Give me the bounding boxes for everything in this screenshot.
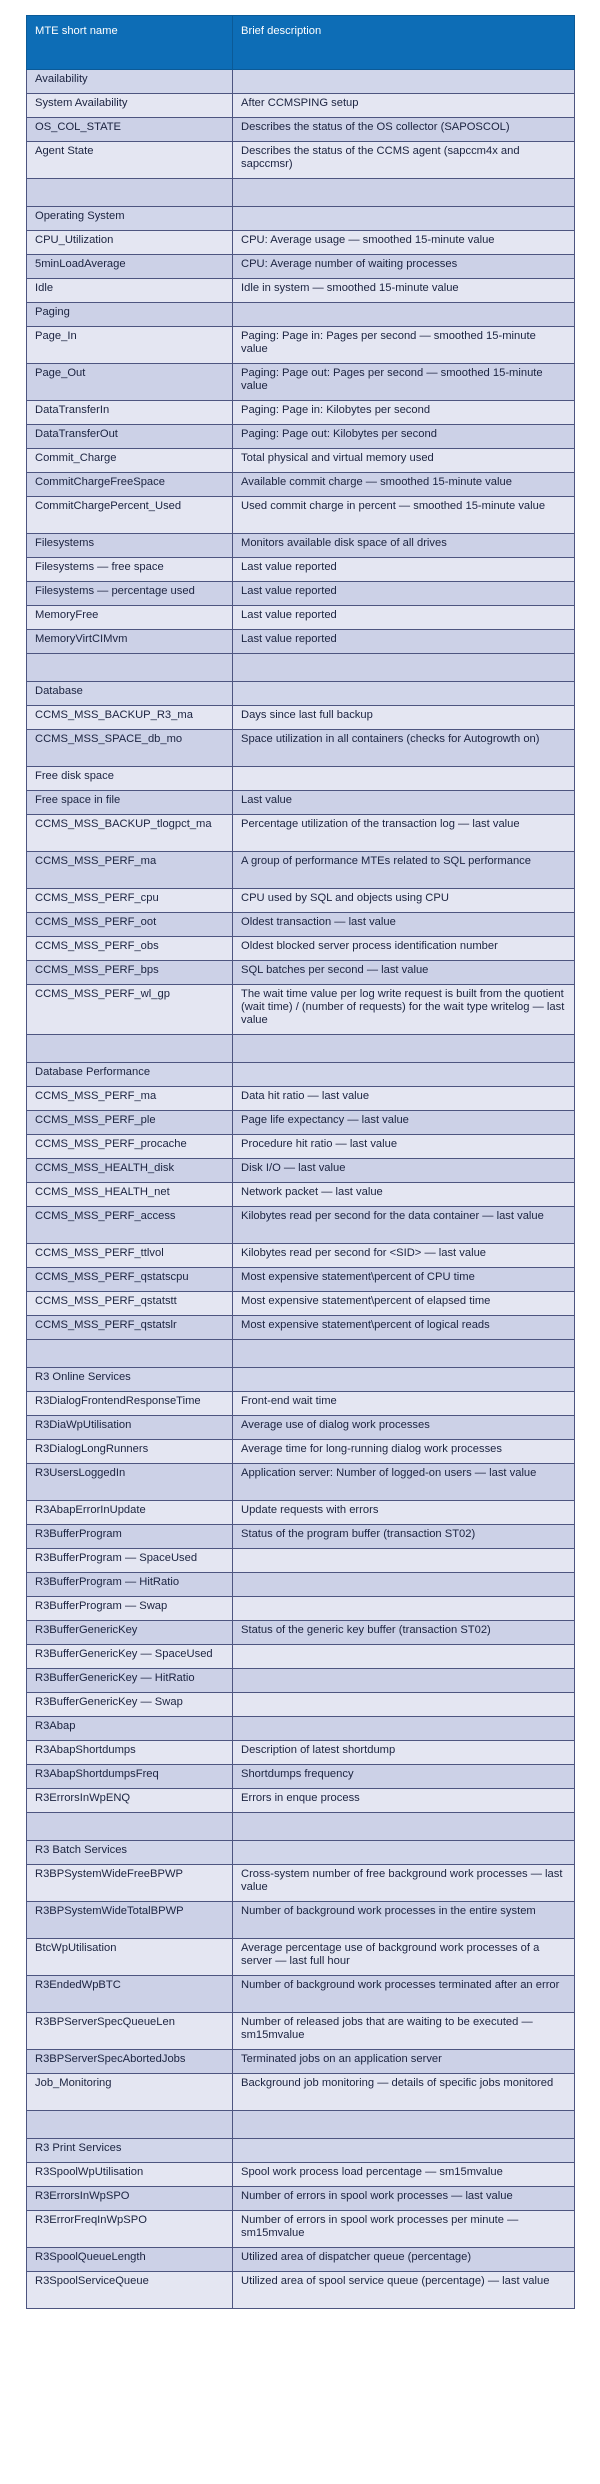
table-row	[27, 1207, 575, 1244]
mte-description-cell: Last value reported	[233, 558, 575, 582]
mte-name-cell: CCMS_MSS_PERF_obs	[27, 937, 233, 961]
mte-name-cell: DataTransferIn	[27, 401, 233, 425]
table-row	[27, 1789, 575, 1813]
mte-name-cell: R3ErrorsInWpSPO	[27, 2187, 233, 2211]
mte-description-cell: Description of latest shortdump	[233, 1741, 575, 1765]
spacer-row	[27, 1035, 575, 1063]
mte-description-cell: Last value reported	[233, 606, 575, 630]
mte-description-cell: Average percentage use of background work processes of a server — last full hour	[233, 1939, 575, 1976]
mte-description-cell: Used commit charge in percent — smoothed 15-minute value	[233, 497, 575, 534]
mte-name-cell: R3BufferGenericKey — SpaceUsed	[27, 1645, 233, 1669]
mte-name-cell: Agent State	[27, 142, 233, 179]
mte-description-cell: Number of errors in spool work processes per minute — sm15mvalue	[233, 2211, 575, 2248]
section-title: R3 Online Services	[27, 1368, 233, 1392]
mte-name-cell: OS_COL_STATE	[27, 118, 233, 142]
mte-name-cell: R3UsersLoggedIn	[27, 1464, 233, 1501]
section-title-blank	[233, 1841, 575, 1865]
column-header-name: MTE short name	[27, 16, 233, 70]
table-row	[27, 1087, 575, 1111]
table-row	[27, 1525, 575, 1549]
mte-name-cell: Page_In	[27, 327, 233, 364]
table-row	[27, 1159, 575, 1183]
mte-description-cell: Most expensive statement\percent of logical reads	[233, 1316, 575, 1340]
spacer-row	[27, 2111, 575, 2139]
mte-description-cell: CPU used by SQL and objects using CPU	[233, 889, 575, 913]
mte-name-cell: CCMS_MSS_PERF_ple	[27, 1111, 233, 1135]
mte-name-cell: R3BPServerSpecAbortedJobs	[27, 2050, 233, 2074]
mte-name-cell: BtcWpUtilisation	[27, 1939, 233, 1976]
mte-description-cell	[233, 1645, 575, 1669]
column-header-description: Brief description	[233, 16, 575, 70]
mte-description-cell	[233, 1597, 575, 1621]
table-row	[27, 889, 575, 913]
mte-name-cell: Job_Monitoring	[27, 2074, 233, 2111]
mte-name-cell: DataTransferOut	[27, 425, 233, 449]
mte-name-cell: R3BPSystemWideTotalBPWP	[27, 1902, 233, 1939]
mte-description-cell: Describes the status of the CCMS agent (sapccm4x and sapccmsr)	[233, 142, 575, 179]
mte-description-cell: Utilized area of spool service queue (percentage) — last value	[233, 2272, 575, 2309]
mte-name-cell: R3BufferProgram	[27, 1525, 233, 1549]
mte-name-cell: CCMS_MSS_PERF_ma	[27, 852, 233, 889]
mte-description-cell	[233, 1717, 575, 1741]
mte-description-cell: Paging: Page out: Pages per second — smoothed 15-minute value	[233, 364, 575, 401]
mte-description-cell: SQL batches per second — last value	[233, 961, 575, 985]
mte-name-cell: R3BufferProgram — Swap	[27, 1597, 233, 1621]
mte-name-cell: R3BPSystemWideFreeBPWP	[27, 1865, 233, 1902]
spacer-cell	[27, 654, 233, 682]
mte-description-cell: CPU: Average number of waiting processes	[233, 255, 575, 279]
mte-description-cell: Space utilization in all containers (checks for Autogrowth on)	[233, 730, 575, 767]
mte-name-cell: CCMS_MSS_PERF_ttlvol	[27, 1244, 233, 1268]
mte-name-cell: R3ErrorFreqInWpSPO	[27, 2211, 233, 2248]
table-row	[27, 1292, 575, 1316]
mte-name-cell: R3AbapShortdumpsFreq	[27, 1765, 233, 1789]
spacer-cell	[233, 654, 575, 682]
mte-description-cell: Errors in enque process	[233, 1789, 575, 1813]
spacer-cell	[233, 179, 575, 207]
mte-description-cell: Cross-system number of free background work processes — last value	[233, 1865, 575, 1902]
mte-description-cell: Paging: Page out: Kilobytes per second	[233, 425, 575, 449]
mte-name-cell: R3BufferGenericKey	[27, 1621, 233, 1645]
table-row	[27, 1111, 575, 1135]
mte-name-cell: CCMS_MSS_BACKUP_tlogpct_ma	[27, 815, 233, 852]
section-header-row	[27, 70, 575, 94]
mte-name-cell: R3EndedWpBTC	[27, 1976, 233, 2013]
table-row	[27, 852, 575, 889]
mte-description-cell: Number of background work processes in the entire system	[233, 1902, 575, 1939]
mte-name-cell: CCMS_MSS_SPACE_db_mo	[27, 730, 233, 767]
section-title: Database	[27, 682, 233, 706]
section-header-row	[27, 207, 575, 231]
mte-description-cell: Procedure hit ratio — last value	[233, 1135, 575, 1159]
table-row	[27, 815, 575, 852]
mte-description-cell: Kilobytes read per second for <SID> — last value	[233, 1244, 575, 1268]
section-title-blank	[233, 682, 575, 706]
spacer-row	[27, 179, 575, 207]
table-row	[27, 473, 575, 497]
section-title: Operating System	[27, 207, 233, 231]
mte-name-cell: CCMS_MSS_HEALTH_net	[27, 1183, 233, 1207]
spacer-cell	[27, 1813, 233, 1841]
section-header-row	[27, 1841, 575, 1865]
table-row	[27, 425, 575, 449]
mte-name-cell: R3AbapShortdumps	[27, 1741, 233, 1765]
table-row	[27, 534, 575, 558]
table-row	[27, 1268, 575, 1292]
table-row	[27, 985, 575, 1035]
table-row	[27, 1621, 575, 1645]
spacer-cell	[233, 1035, 575, 1063]
table-row	[27, 767, 575, 791]
spacer-cell	[27, 2111, 233, 2139]
mte-description-cell: Utilized area of dispatcher queue (percentage)	[233, 2248, 575, 2272]
spacer-cell	[27, 1340, 233, 1368]
mte-description-cell: Number of errors in spool work processes — last value	[233, 2187, 575, 2211]
mte-name-cell: R3SpoolServiceQueue	[27, 2272, 233, 2309]
spacer-row	[27, 1813, 575, 1841]
mte-description-cell: Number of released jobs that are waiting to be executed — sm15mvalue	[233, 2013, 575, 2050]
mte-name-cell: CCMS_MSS_PERF_wl_gp	[27, 985, 233, 1035]
table-row	[27, 582, 575, 606]
spacer-cell	[27, 1035, 233, 1063]
mte-description-cell: Last value reported	[233, 630, 575, 654]
mte-name-cell: System Availability	[27, 94, 233, 118]
table-row	[27, 1316, 575, 1340]
table-row	[27, 1183, 575, 1207]
mte-name-cell: MemoryFree	[27, 606, 233, 630]
mte-description-cell: Oldest transaction — last value	[233, 913, 575, 937]
table-row	[27, 2050, 575, 2074]
mte-name-cell: CCMS_MSS_PERF_cpu	[27, 889, 233, 913]
table-header-row	[27, 16, 575, 70]
mte-description-cell: Spool work process load percentage — sm15mvalue	[233, 2163, 575, 2187]
table-row	[27, 791, 575, 815]
mte-name-cell: R3BufferGenericKey — HitRatio	[27, 1669, 233, 1693]
table-row	[27, 1416, 575, 1440]
mte-description-cell: Average time for long-running dialog work processes	[233, 1440, 575, 1464]
section-title: R3 Print Services	[27, 2139, 233, 2163]
table-row	[27, 364, 575, 401]
table-row	[27, 1392, 575, 1416]
table-row	[27, 1645, 575, 1669]
mte-description-cell: Last value	[233, 791, 575, 815]
table-row	[27, 2074, 575, 2111]
table-row	[27, 449, 575, 473]
mte-name-cell: Commit_Charge	[27, 449, 233, 473]
table-row	[27, 1902, 575, 1939]
table-row	[27, 1939, 575, 1976]
table-row	[27, 1135, 575, 1159]
mte-description-cell: Most expensive statement\percent of CPU time	[233, 1268, 575, 1292]
mte-description-cell	[233, 1693, 575, 1717]
mte-name-cell: CCMS_MSS_PERF_qstatstt	[27, 1292, 233, 1316]
mte-description-cell: The wait time value per log write request is built from the quotient (wait time) / (number of requests) for the wait type writelog — last value	[233, 985, 575, 1035]
mte-description-cell: Oldest blocked server process identification number	[233, 937, 575, 961]
mte-name-cell: R3DialogFrontendResponseTime	[27, 1392, 233, 1416]
table-row	[27, 606, 575, 630]
section-header-row	[27, 1368, 575, 1392]
mte-name-cell: R3ErrorsInWpENQ	[27, 1789, 233, 1813]
mte-description-cell: Update requests with errors	[233, 1501, 575, 1525]
section-title-blank	[233, 1368, 575, 1392]
table-row	[27, 913, 575, 937]
mte-description-cell: Disk I/O — last value	[233, 1159, 575, 1183]
table-row	[27, 1501, 575, 1525]
section-header-row	[27, 1063, 575, 1087]
mte-name-cell: CCMS_MSS_PERF_procache	[27, 1135, 233, 1159]
mte-description-cell: Describes the status of the OS collector (SAPOSCOL)	[233, 118, 575, 142]
table-row	[27, 1693, 575, 1717]
mte-name-cell: R3AbapErrorInUpdate	[27, 1501, 233, 1525]
table-row	[27, 2272, 575, 2309]
mte-name-cell: MemoryVirtCIMvm	[27, 630, 233, 654]
mte-description-cell	[233, 767, 575, 791]
mte-description-cell: Monitors available disk space of all drives	[233, 534, 575, 558]
mte-table	[26, 15, 575, 2309]
mte-description-cell: Shortdumps frequency	[233, 1765, 575, 1789]
mte-description-cell	[233, 1573, 575, 1597]
table-row	[27, 2013, 575, 2050]
mte-description-cell: Paging: Page in: Pages per second — smoothed 15-minute value	[233, 327, 575, 364]
mte-description-cell: Status of the generic key buffer (transaction ST02)	[233, 1621, 575, 1645]
mte-name-cell: CCMS_MSS_HEALTH_disk	[27, 1159, 233, 1183]
table-row	[27, 327, 575, 364]
mte-description-cell: Most expensive statement\percent of elapsed time	[233, 1292, 575, 1316]
mte-description-cell	[233, 303, 575, 327]
mte-name-cell: R3SpoolWpUtilisation	[27, 2163, 233, 2187]
mte-name-cell: CCMS_MSS_PERF_oot	[27, 913, 233, 937]
table-row	[27, 1976, 575, 2013]
table-row	[27, 2211, 575, 2248]
table-row	[27, 142, 575, 179]
mte-name-cell: Idle	[27, 279, 233, 303]
mte-description-cell: Kilobytes read per second for the data container — last value	[233, 1207, 575, 1244]
table-row	[27, 730, 575, 767]
mte-name-cell: Paging	[27, 303, 233, 327]
table-row	[27, 2248, 575, 2272]
mte-name-cell: R3Abap	[27, 1717, 233, 1741]
table-row	[27, 1717, 575, 1741]
mte-name-cell: R3DiaWpUtilisation	[27, 1416, 233, 1440]
mte-description-cell: Number of background work processes terminated after an error	[233, 1976, 575, 2013]
mte-description-cell: Background job monitoring — details of specific jobs monitored	[233, 2074, 575, 2111]
mte-description-cell: Percentage utilization of the transaction log — last value	[233, 815, 575, 852]
mte-name-cell: 5minLoadAverage	[27, 255, 233, 279]
mte-description-cell	[233, 1669, 575, 1693]
table-row	[27, 1549, 575, 1573]
table-row	[27, 1573, 575, 1597]
spacer-row	[27, 654, 575, 682]
spacer-cell	[233, 1340, 575, 1368]
mte-description-cell: Terminated jobs on an application server	[233, 2050, 575, 2074]
table-body	[27, 70, 575, 2309]
mte-name-cell: Filesystems	[27, 534, 233, 558]
mte-description-cell: Front-end wait time	[233, 1392, 575, 1416]
mte-name-cell: R3BufferGenericKey — Swap	[27, 1693, 233, 1717]
table-row	[27, 1464, 575, 1501]
mte-description-cell: Days since last full backup	[233, 706, 575, 730]
mte-description-cell: Idle in system — smoothed 15-minute value	[233, 279, 575, 303]
table-row	[27, 1765, 575, 1789]
mte-name-cell: CommitChargePercent_Used	[27, 497, 233, 534]
mte-description-cell: Average use of dialog work processes	[233, 1416, 575, 1440]
table-row	[27, 2163, 575, 2187]
mte-description-cell: Application server: Number of logged-on users — last value	[233, 1464, 575, 1501]
mte-description-cell: Page life expectancy — last value	[233, 1111, 575, 1135]
mte-name-cell: R3DialogLongRunners	[27, 1440, 233, 1464]
section-header-row	[27, 2139, 575, 2163]
table-row	[27, 2187, 575, 2211]
mte-name-cell: Free space in file	[27, 791, 233, 815]
table-row	[27, 1597, 575, 1621]
table-row	[27, 961, 575, 985]
mte-description-cell	[233, 1549, 575, 1573]
section-title: Database Performance	[27, 1063, 233, 1087]
mte-description-cell: Status of the program buffer (transaction ST02)	[233, 1525, 575, 1549]
table-row	[27, 1741, 575, 1765]
section-title-blank	[233, 70, 575, 94]
mte-name-cell: CPU_Utilization	[27, 231, 233, 255]
mte-name-cell: CommitChargeFreeSpace	[27, 473, 233, 497]
mte-name-cell: Filesystems — percentage used	[27, 582, 233, 606]
mte-name-cell: R3BufferProgram — HitRatio	[27, 1573, 233, 1597]
spacer-cell	[233, 1813, 575, 1841]
mte-description-cell: CPU: Average usage — smoothed 15-minute value	[233, 231, 575, 255]
table-row	[27, 558, 575, 582]
section-title: R3 Batch Services	[27, 1841, 233, 1865]
mte-name-cell: R3BufferProgram — SpaceUsed	[27, 1549, 233, 1573]
table-row	[27, 1865, 575, 1902]
table-row	[27, 94, 575, 118]
mte-name-cell: CCMS_MSS_PERF_qstatslr	[27, 1316, 233, 1340]
mte-description-cell: Data hit ratio — last value	[233, 1087, 575, 1111]
section-title: Availability	[27, 70, 233, 94]
table-row	[27, 937, 575, 961]
mte-name-cell: CCMS_MSS_PERF_ma	[27, 1087, 233, 1111]
mte-description-cell: Paging: Page in: Kilobytes per second	[233, 401, 575, 425]
mte-description-cell: Total physical and virtual memory used	[233, 449, 575, 473]
mte-name-cell: Filesystems — free space	[27, 558, 233, 582]
section-title-blank	[233, 1063, 575, 1087]
mte-description-cell: Available commit charge — smoothed 15-minute value	[233, 473, 575, 497]
section-title-blank	[233, 2139, 575, 2163]
table-row	[27, 255, 575, 279]
spacer-cell	[27, 179, 233, 207]
mte-description-cell: Last value reported	[233, 582, 575, 606]
mte-name-cell: Page_Out	[27, 364, 233, 401]
table-row	[27, 401, 575, 425]
mte-name-cell: CCMS_MSS_PERF_bps	[27, 961, 233, 985]
mte-description-cell: After CCMSPING setup	[233, 94, 575, 118]
spacer-cell	[233, 2111, 575, 2139]
mte-name-cell: R3BPServerSpecQueueLen	[27, 2013, 233, 2050]
table-row	[27, 497, 575, 534]
table-row	[27, 118, 575, 142]
table-row	[27, 706, 575, 730]
table-row	[27, 303, 575, 327]
table-row	[27, 1669, 575, 1693]
table-row	[27, 231, 575, 255]
spacer-row	[27, 1340, 575, 1368]
section-header-row	[27, 682, 575, 706]
table-row	[27, 279, 575, 303]
mte-description-cell: Network packet — last value	[233, 1183, 575, 1207]
table-row	[27, 630, 575, 654]
table-row	[27, 1244, 575, 1268]
mte-name-cell: CCMS_MSS_PERF_qstatscpu	[27, 1268, 233, 1292]
table-row	[27, 1440, 575, 1464]
mte-name-cell: CCMS_MSS_PERF_access	[27, 1207, 233, 1244]
mte-name-cell: CCMS_MSS_BACKUP_R3_ma	[27, 706, 233, 730]
section-title-blank	[233, 207, 575, 231]
mte-name-cell: Free disk space	[27, 767, 233, 791]
mte-name-cell: R3SpoolQueueLength	[27, 2248, 233, 2272]
mte-description-cell: A group of performance MTEs related to SQL performance	[233, 852, 575, 889]
